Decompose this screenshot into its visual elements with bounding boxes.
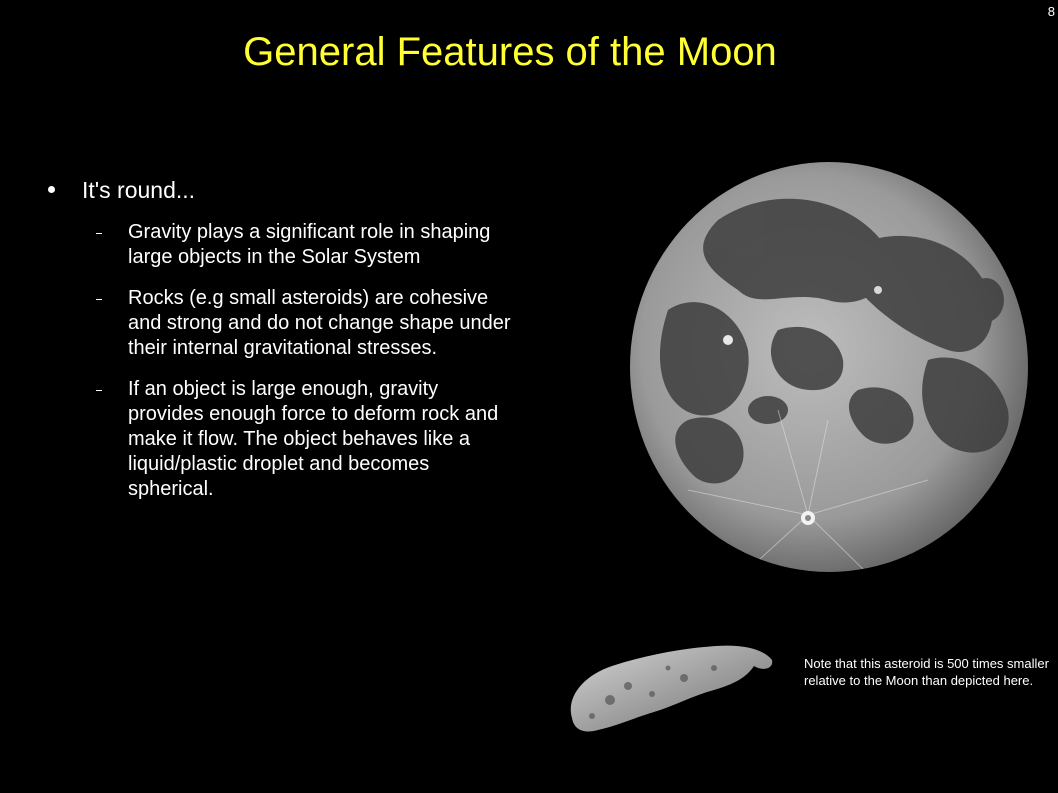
sub-bullet-text: Gravity plays a significant role in shaping large objects in the Solar System [128,221,491,268]
dash-icon [96,377,105,502]
bullet-item [38,176,518,204]
bullet-text: It's round... [82,177,196,203]
asteroid-image [564,638,776,736]
bullet-dot-icon [48,186,55,193]
asteroid-note: Note that this asteroid is 500 times smaller relative to the Moon than depicted here. [804,656,1049,688]
sub-bullet-item [96,286,518,361]
page-number: 8 [1047,4,1055,19]
moon-image [628,160,1030,574]
bullet-list [38,176,518,518]
sub-bullet-item [96,220,518,270]
dash-icon [96,286,105,361]
sub-bullet-text: If an object is large enough, gravity provides enough force to deform rock and make it flow. The object behaves like a liquid/plastic droplet and becomes spherical. [128,378,499,500]
slide-title: General Features of the Moon [243,30,777,74]
sub-bullet-item [96,377,518,502]
sub-bullet-text: Rocks (e.g small asteroids) are cohesive and strong and do not change shape under their internal gravitational stresses. [128,287,511,359]
dash-icon [96,220,105,270]
